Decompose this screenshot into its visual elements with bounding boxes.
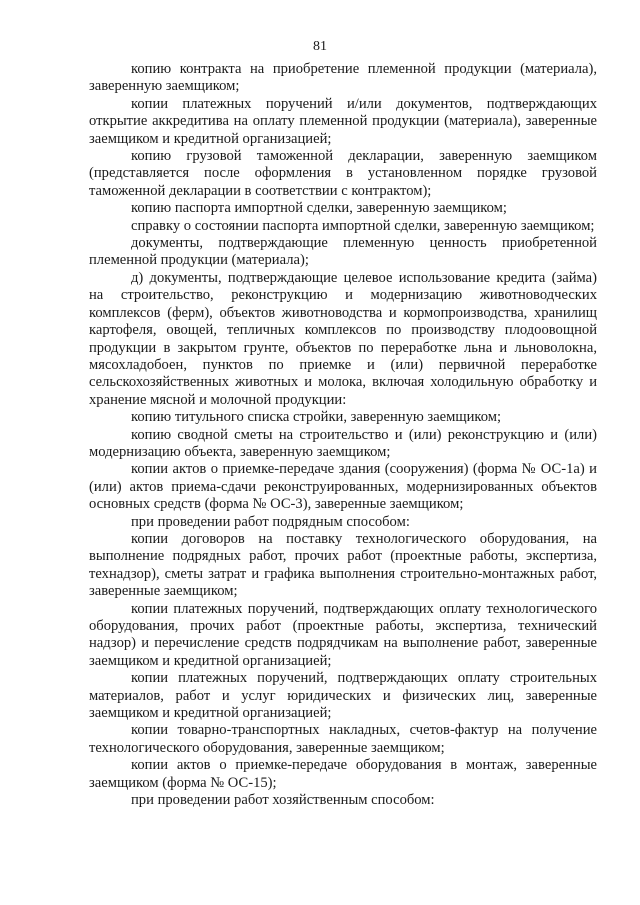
paragraph: копии платежных поручений, подтверждающих оплату строительных материалов, работ и услуг юридических и физических лиц, заверенные заемщиком и кредитной организацией;: [89, 670, 597, 722]
paragraph: копии платежных поручений и/или документов, подтверждающих открытие аккредитива на оплату племенной продукции (материала), заверенные заемщиком и кредитной организацией;: [89, 95, 597, 147]
page-number: 81: [313, 39, 327, 54]
paragraph: копии актов о приемке-передаче здания (сооружения) (форма № ОС-1а) и (или) актов приема-сдачи реконструированных, модернизированных объектов основных средств (форма № ОС-3), заверенные заемщиком;: [89, 461, 597, 513]
document-body: [89, 61, 597, 809]
paragraph: при проведении работ подрядным способом:: [131, 513, 410, 530]
paragraph: копию контракта на приобретение племенной продукции (материала), заверенную заемщиком;: [89, 61, 597, 95]
paragraph: д) документы, подтверждающие целевое использование кредита (займа) на строительство, реконструкцию и модернизацию животноводческих комплексов (ферм), объектов животноводства и кормопроизводства, хранилищ картофеля, овощей, тепличных комплексов по производству плодоовощной продукции в закрытом грунте, объектов по переработке льна и льноволокна, мясохладобоен, пунктов по приемке и (или) первичной переработке сельскохозяйственных животных и молока, включая холодильную обработку и хранение мясной и молочной продукции:: [89, 269, 597, 408]
paragraph: копии договоров на поставку технологического оборудования, на выполнение подрядных работ, прочих работ (проектные работы, экспертиза, технадзор), сметы затрат и графика выполнения строительно-монтажных работ, заверенные заемщиком;: [89, 530, 597, 600]
paragraph: копии актов о приемке-передаче оборудования в монтаж, заверенные заемщиком (форма № ОС-15);: [89, 757, 597, 791]
paragraph: копии платежных поручений, подтверждающих оплату технологического оборудования, прочих работ (проектные работы, экспертиза, технический надзор) и перечисление средств подрядчикам на выполнение работ, заверенные заемщиком и кредитной организацией;: [89, 600, 597, 669]
paragraph: копию титульного списка стройки, заверенную заемщиком;: [131, 409, 502, 426]
paragraph: документы, подтверждающие племенную ценность приобретенной племенной продукции (материала);: [89, 235, 597, 269]
paragraph: при проведении работ хозяйственным способом:: [131, 792, 435, 809]
paragraph: копию грузовой таможенной декларации, заверенную заемщиком (представляется после оформления в установленном порядке грузовой таможенной декларации в соответствии с контрактом);: [89, 148, 597, 199]
paragraph: копии товарно-транспортных накладных, счетов-фактур на получение технологического оборудования, заверенные заемщиком;: [89, 722, 597, 756]
paragraph: справку о состоянии паспорта импортной сделки, заверенную заемщиком;: [131, 217, 595, 234]
paragraph: копию сводной сметы на строительство и (или) реконструкцию и (или) модернизацию объекта, заверенную заемщиком;: [89, 426, 597, 460]
paragraph: копию паспорта импортной сделки, заверенную заемщиком;: [131, 200, 507, 217]
